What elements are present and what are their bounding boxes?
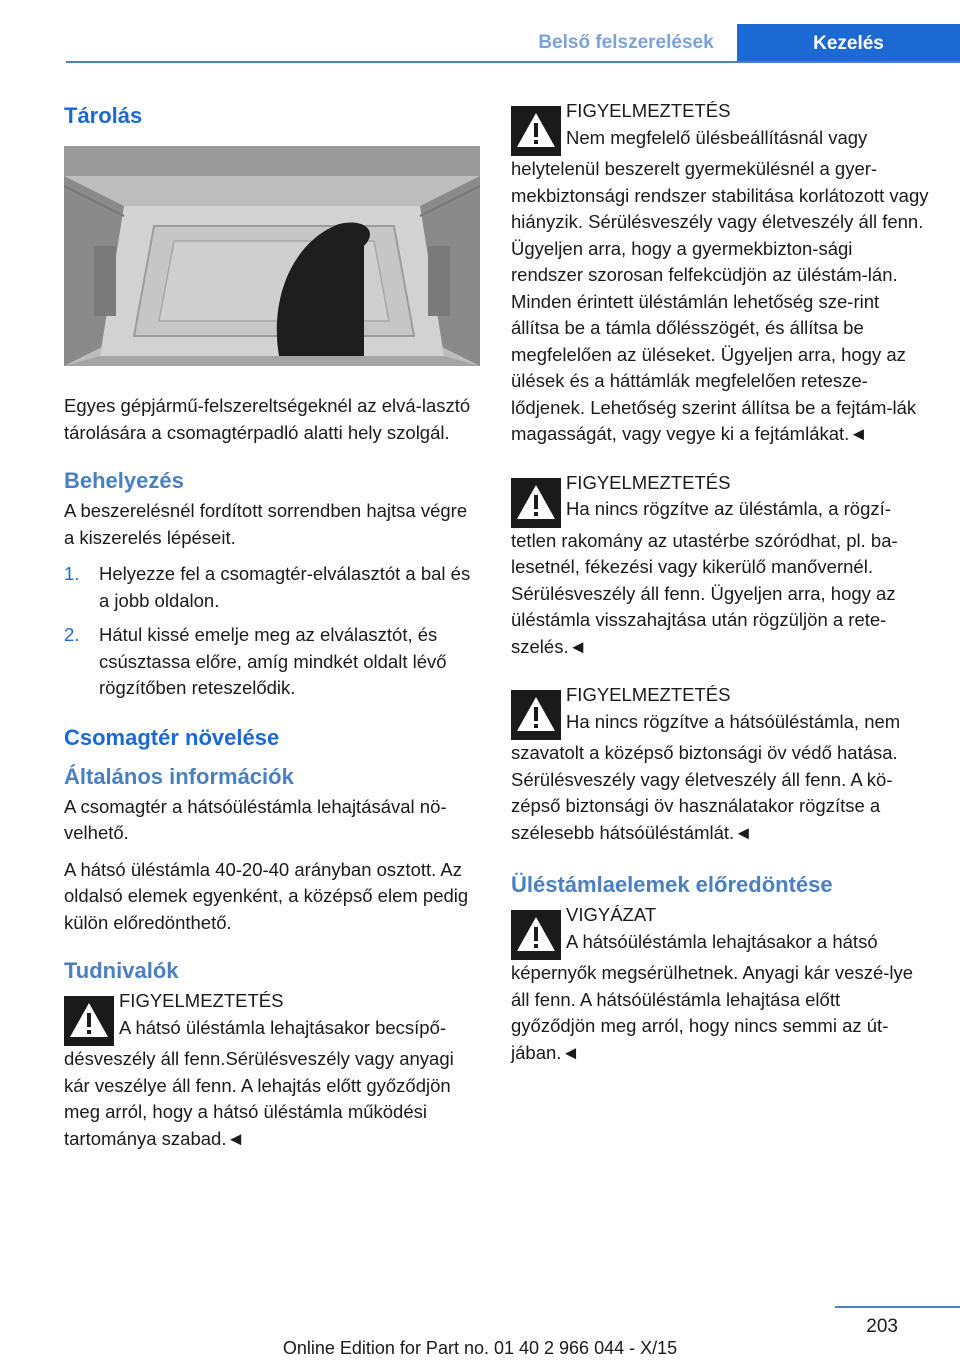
page-number: 203 (866, 1316, 898, 1337)
warning-triangle-icon (511, 106, 561, 156)
section-title-notes: Tudnivalók (64, 958, 179, 983)
list-item (64, 622, 482, 702)
step-text: Helyezze fel a csomagtér-elválasztót a bal és a jobb oldalon. (99, 563, 471, 611)
warning-block (511, 470, 929, 661)
warning-heading: FIGYELMEZTETÉS (119, 990, 284, 1011)
warning-block (64, 988, 482, 1152)
warning-heading: FIGYELMEZTETÉS (566, 100, 731, 121)
section-title-fold: Üléstámlaelemek előredöntése (511, 872, 833, 897)
general-paragraph-2: A hátsó üléstámla 40-20-40 arányban osztott. Az oldalsó elemek egyenként, a középső elem pedig külön előredönthető. (64, 858, 469, 933)
warning-first-line: A hátsó üléstámla lehajtásakor becsípő- (119, 1016, 447, 1038)
left-column (64, 98, 482, 1174)
caution-first-line: A hátsóüléstámla lehajtásakor a hátsó (566, 930, 878, 952)
warning-block (511, 98, 929, 448)
section-title-install: Behelyezés (64, 468, 184, 493)
list-item (64, 561, 482, 614)
warning-text: tetlen rakomány az utastérbe szóródhat, pl. ba-lesetnél, fékezési vagy kikerülő manővernél. Sérülésveszély áll fenn. Ügyeljen arra, hogy az üléstámla visszahajtása után rögzüljön a rete-szelés.◄ (511, 529, 898, 657)
warning-block (511, 682, 929, 846)
footer-edition-text: Online Edition for Part no. 01 40 2 966 044 - X/15 (282, 1338, 678, 1358)
caution-text: képernyők megsérülhetnek. Anyagi kár veszé-lye áll fenn. A hátsóüléstámla lehajtása előtt győződjön meg arról, hogy nincs semmi az út-jában.◄ (511, 962, 914, 1063)
section-title-expand: Csomagtér növelése (64, 724, 280, 750)
warning-first-line: Ha nincs rögzítve az üléstámla, a rögzí- (566, 498, 891, 519)
section-title-storage: Tárolás (64, 103, 143, 128)
caution-block (511, 902, 929, 1066)
install-steps-list (64, 561, 482, 702)
warning-first-line: Nem megfelelő ülésbeállításnál vagy (566, 126, 868, 148)
right-column (511, 98, 929, 1088)
header-section-tab: Belső felszerelések (538, 31, 714, 53)
warning-triangle-icon (511, 478, 561, 528)
warning-triangle-icon (511, 910, 561, 960)
warning-first-line: Ha nincs rögzítve a hátsóüléstámla, nem (566, 710, 901, 732)
step-number: 2. (64, 624, 80, 645)
caution-heading: VIGYÁZAT (566, 904, 657, 925)
footer-rule (835, 1306, 960, 1308)
warning-text: helytelenül beszerelt gyermekülésnél a gyer-mekbiztonsági rendszer stabilitása korlátozott vagy hiányzik. Sérülésveszély vagy életveszély áll fenn. Ügyeljen arra, hogy a gyermekbizton-sági rendszer szorosan felfekcüdjön az üléstám-lán. Minden érintett üléstámlán lehetőség sze-rint állítsa be a támla dőlésszögét, és állítsa be megfelelően az üléseket. Ügyeljen arra, hogy az ülések és a háttámlák megfelelően retesze-lődjenek. Lehetőség szerint állítsa be a fejtám-lák magasságát, vagy vegye ki a fejtámlákat.◄ (511, 158, 929, 444)
warning-heading: FIGYELMEZTETÉS (566, 684, 731, 705)
header-rule (66, 61, 960, 63)
section-title-general: Általános információk (64, 763, 294, 789)
header-active-tab: Kezelés (737, 24, 960, 63)
install-paragraph: A beszerelésnél fordított sorrendben hajtsa végre a kiszerelés lépéseit. (64, 500, 468, 548)
warning-triangle-icon (64, 996, 114, 1046)
general-paragraph-1: A csomagtér a hátsóüléstámla lehajtásával nö-velhető. (64, 795, 447, 843)
step-number: 1. (64, 563, 80, 584)
step-text: Hátul kissé emelje meg az elválasztót, és csúsztassa előre, amíg mindkét oldalt lévő rögzítőben reteszelődik. (99, 624, 447, 698)
trunk-photo (64, 146, 480, 366)
warning-text: désveszély áll fenn.Sérülésveszély vagy anyagi kár veszélye áll fenn. A lehajtás előtt győződjön meg arról, hogy a hátsó üléstámla működési tartománya szabad.◄ (64, 1048, 454, 1149)
warning-triangle-icon (511, 690, 561, 740)
warning-heading: FIGYELMEZTETÉS (566, 471, 731, 493)
warning-text: szavatolt a középső biztonsági öv védő hatása. Sérülésveszély vagy életveszély áll fenn. A kö-zépső biztonsági öv használatakor rögzítse a szélesebb hátsóüléstámlát.◄ (511, 742, 898, 843)
storage-paragraph: Egyes gépjármű-felszereltségeknél az elvá-lasztó tárolására a csomagtérpadló alatti hely szolgál. (64, 395, 471, 443)
